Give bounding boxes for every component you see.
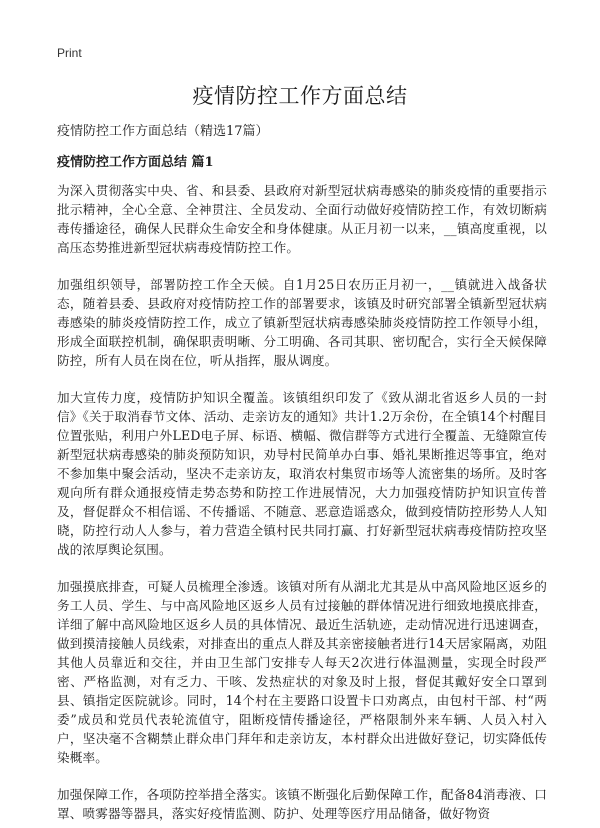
paragraph-2: 加强组织领导，部署防控工作全天候。自1月25日农历正月初一，__镇就进入战备状态，随着县委、县政府对疫情防控工作的部署要求，该镇及时研究部署全镇新型冠状病毒感染的肺炎疫情防控工作，成立了镇新型冠状病毒感染肺炎疫情防控工作领导小组，形成全面联控机制，确保职责明晰、分工明确、各司其职、密切配合，实行全天候保障防控，所有人员在岗在位，听从指挥，服从调度。 — [57, 277, 547, 368]
document-body — [57, 181, 547, 828]
document-subtitle: 疫情防控工作方面总结（精选17篇） — [57, 124, 269, 139]
document-title: 疫情防控工作方面总结 — [192, 84, 408, 108]
paragraph-1: 为深入贯彻落实中央、省、和县委、县政府对新型冠状病毒感染的肺炎疫情的重要指示批示精神，全心全意、全神贯注、全员发动、全面行动做好疫情防控工作，有效切断病毒传播途径，确保人民群众生命安全和身体健康。从正月初一以来，__镇高度重视，以高压态势推进新型冠状病毒疫情防控工作。 — [57, 183, 547, 255]
paragraph-3: 加大宣传力度，疫情防护知识全覆盖。该镇组织印发了《致从湖北省返乡人员的一封信》《关于取消春节文体、活动、走亲访友的通知》共计1.2万余份，在全镇14个村醒目位置张贴，利用户外LED电子屏、标语、横幅、微信群等方式进行全覆盖、无缝隙宣传新型冠状病毒感染的肺炎预防知识，劝导村民简单办白事、婚礼果断推迟等事宜，绝对不参加集中聚会活动，坚决不走亲访友，取消农村集贸市场等人流密集的场所。及时客观向所有群众通报疫情走势态势和防控工作进展情况，大力加强疫情防护知识宣传普及，督促群众不相信谣、不传播谣、不随意、恶意造谣惑众，做到疫情防控形势人人知晓，防控行动人人参与，着力营造全镇村民共同打赢、打好新型冠状病毒疫情防控攻坚战的浓厚舆论氛围。 — [57, 390, 547, 557]
paragraph-4: 加强摸底排查，可疑人员梳理全渗透。该镇对所有从湖北尤其是从中高风险地区返乡的务工人员、学生、与中高风险地区返乡人员有过接触的群体情况进行细致地摸底排查，详细了解中高风险地区返乡人员的具体情况、最近生活轨迹，走动情况进行迅速调查，做到摸清接触人员线索，对排查出的重点人群及其亲密接触者进行14天居家隔离，劝阻其他人员靠近和交往，并由卫生部门安排专人每天2次进行体温测量，实现全时段严密、严格监测，对有乏力、干咳、发热症状的对象及时上报，督促其戴好安全口罩到县、镇指定医院就诊。同时，14个村在主要路口设置卡口劝离点，由包村干部、村“两委”成员和党员代表轮流值守，阻断疫情传播途径，严格限制外来车辆、人员入村入户，坚决毫不含糊禁止群众串门拜年和走亲访友，本村群众出进做好登记，切实降低传染概率。 — [57, 579, 547, 765]
print-link[interactable]: Print — [57, 46, 82, 60]
section-heading: 疫情防控工作方面总结 篇1 — [57, 155, 214, 170]
paragraph-5: 加强保障工作，各项防控举措全落实。该镇不断强化后勤保障工作，配备84消毒液、口罩、喷雾器等器具，落实好疫情监测、防护、处理等医疗用品储备，做好物资 — [57, 787, 547, 821]
